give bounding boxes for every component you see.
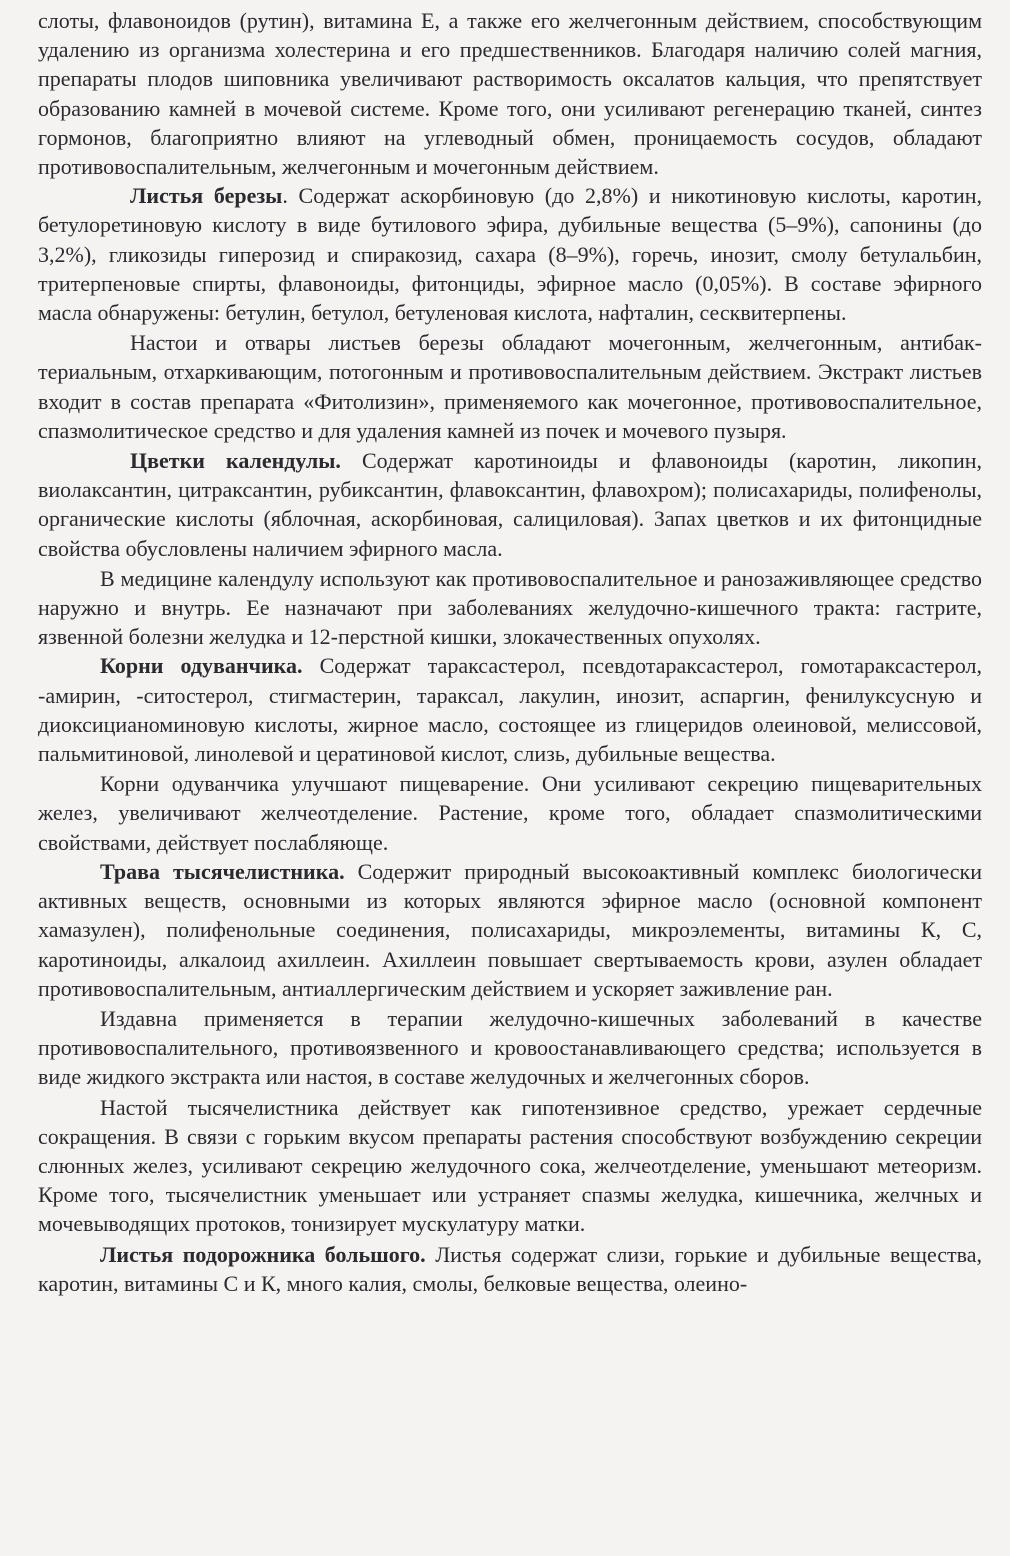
paragraph-text: Настой тысячелистника действует как гипотензивное средство, урежает сердечные сокращения. В связи с горьким вкусом препараты растения способствуют возбуждению секреции слюнных желез, усиливают секрецию желудочного сока, желчеотделение, уменьшают метеоризм. Кроме того, тысячелистник уменьшает или устраняет спазмы желудка, кишечника, желчных и мочевыводящих протоков, тонизирует мускулатуру матки. (38, 1094, 982, 1237)
paragraph-rosehip-end (38, 6, 982, 181)
paragraph-yarrow-herb (38, 857, 982, 1003)
paragraph-birch-infusions (38, 328, 982, 445)
paragraph-text: Листья содержат слизи, горькие и дубильные вещества, каротин, витамины С и К, много калия, смолы, белковые вещества, олеино- (38, 1241, 982, 1296)
section-term: Листья березы (130, 183, 283, 209)
section-term: Трава тысячелистника. (100, 858, 345, 884)
paragraph-dandelion-effects (38, 769, 982, 857)
paragraph-plantain-leaves (38, 1240, 982, 1298)
paragraph-yarrow-usage (38, 1004, 982, 1092)
paragraph-text: В медицине календулу используют как противовоспалительное и ранозаживляющее средство наружно и внутрь. Ее назначают при заболеваниях желудочно-кишечного тракта: гастрите, язвенной болезни желудка и 12-перстной кишки, злокачественных опухолях. (38, 565, 982, 650)
section-term: Цветки календулы. (130, 448, 341, 474)
document-page (38, 6, 982, 1298)
paragraph-yarrow-infusion (38, 1093, 982, 1239)
paragraph-dandelion-roots (38, 651, 982, 768)
paragraph-text: Настои и отвары листьев березы обладают мочегонным, желчегонным, антибактериальным, отхаркивающим, потогонным и противовоспалительным действием. Экстракт листьев входит в состав препарата «Фитолизин», применяемого как мочегонное, противовоспалительное, спазмолитическое средство и для удаления камней из почек и мочевого пузыря. (38, 330, 982, 443)
paragraph-text: Издавна применяется в терапии желудочно-кишечных заболеваний в качестве противовоспалительного, противоязвенного и кровоостанавливающего средства; используется в виде жидкого экстракта или настоя, в составе желудочных и желчегонных сборов. (38, 1005, 982, 1090)
paragraph-calendula-flowers (38, 446, 982, 563)
paragraph-calendula-medicine (38, 564, 982, 652)
paragraph-text: Содержат каротиноиды и флавоноиды (каротин, ликопин, виолаксантин, цитраксантин, рубиксантин, флавоксантин, флавохром); полисахариды, полифенолы, органические кислоты (яблочная, аскорбиновая, салициловая). Запах цветков и их фитонцидные свойства обусловлены наличием эфирного масла. (38, 448, 982, 561)
paragraph-birch-leaves (38, 181, 982, 327)
paragraph-text: . Содержат аскорбиновую (до 2,8%) и никотиновую кислоты, каротин, бетулоретиновую кислоту в виде бутилового эфира, дубильные вещества (5–9%), сапонины (до 3,2%), гликозиды гиперозид и спиракозид, сахара (8–9%), горечь, инозит, смолу бетулальбин, тритерпеновые спирты, флавоноиды, фитонциды, эфирное масло (0,05%). В составе эфирного масла обнаружены: бетулин, бетулол, бетуленовая кислота, нафталин, сесквитерпены. (38, 183, 983, 326)
paragraph-text: Содержат тараксастерол, псевдотараксастерол, гомотараксастерол, -амирин, -ситостерол, стигмастерин, тараксал, лакулин, инозит, аспаргин, фенилуксусную и диоксицианоминовую кислоты, жирное масло, состоящее из глицеридов олеиновой, мелиссовой, пальмитиновой, линолевой и цератиновой кислот, слизь, дубильные вещества. (38, 653, 983, 767)
section-term: Корни одуванчика. (100, 653, 303, 679)
paragraph-text: Содержит природный высокоактивный комплекс биологически активных веществ, основными из которых являются эфирное масло (основной компонент хамазулен), полифенольные соединения, полисахариды, микроэлементы, витамины К, С, каротиноиды, алкалоид ахиллеин. Ахиллеин повышает свертываемость крови, азулен обладает противовоспалительным, антиаллергическим действием и ускоряет заживление ран. (38, 858, 982, 1001)
section-term: Листья подорожника большого. (100, 1241, 426, 1267)
paragraph-text: слоты, флавоноидов (рутин), витамина Е, а также его желчегонным действием, способствующим удалению из организма холестерина и его предшественников. Благодаря наличию солей магния, препараты плодов шиповника увеличивают растворимость оксалатов кальция, что препятствует образованию камней в мочевой системе. Кроме того, они усиливают регенерацию тканей, синтез гормонов, благоприятно влияют на углеводный обмен, проницаемость сосудов, обладают противовоспалительным, желчегонным и мочегонным действием. (38, 8, 982, 180)
paragraph-text: Корни одуванчика улучшают пищеварение. Они усиливают секрецию пищеварительных желез, увеличивают желчеотделение. Растение, кроме того, обладает спазмолитическими свойствами, действует послабляюще. (38, 771, 982, 855)
